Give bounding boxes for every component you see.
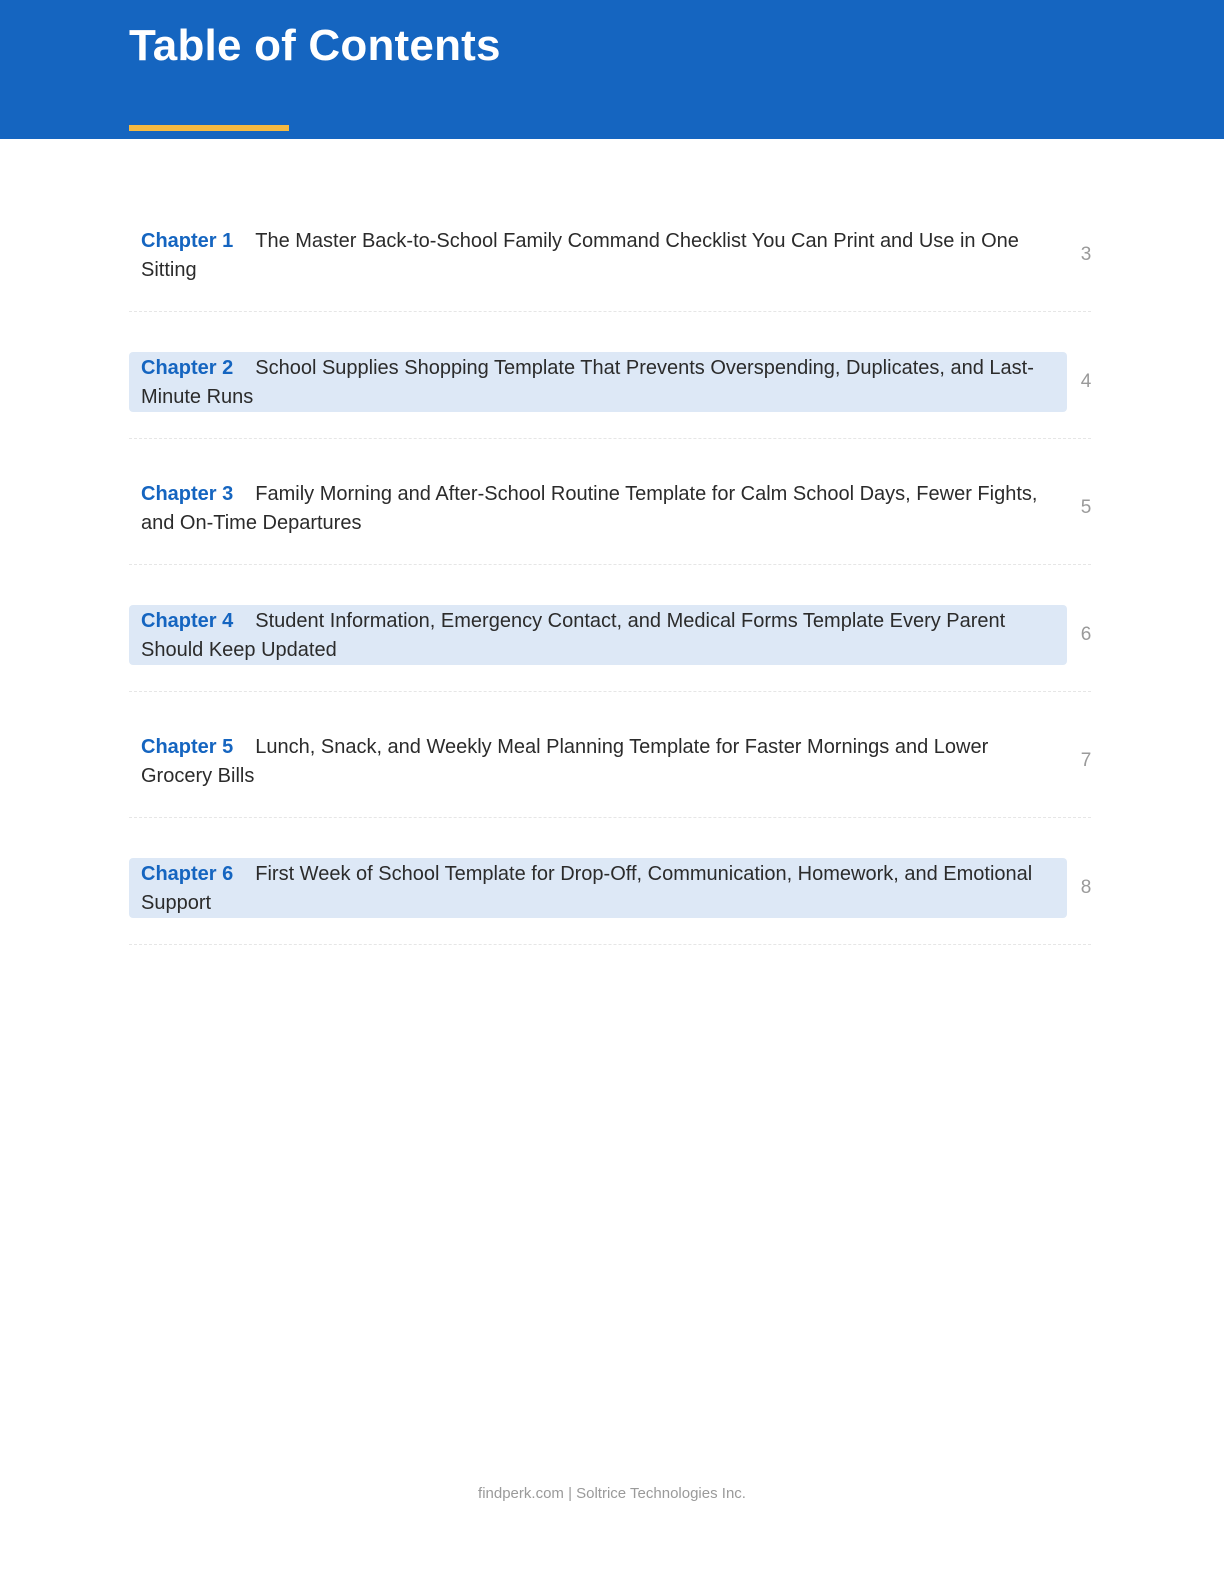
chapter-title: Family Morning and After-School Routine Template for Calm School Days, Fewer Fights, and On-Time Departures: [141, 483, 1038, 534]
toc-item-chapter-4[interactable]: [129, 605, 1097, 732]
toc-entry[interactable]: [129, 478, 1067, 538]
toc-item-chapter-6[interactable]: [129, 858, 1097, 985]
page-header: [0, 0, 1224, 139]
table-of-contents: [129, 225, 1097, 984]
toc-entry[interactable]: [129, 225, 1067, 285]
chapter-label: Chapter 1: [141, 230, 234, 252]
page-number: 4: [1080, 370, 1092, 392]
toc-item-chapter-1[interactable]: [129, 225, 1097, 352]
toc-item-chapter-5[interactable]: [129, 731, 1097, 858]
toc-entry[interactable]: [129, 731, 1067, 791]
toc-entry[interactable]: [129, 352, 1067, 412]
title-accent-bar: [129, 125, 289, 131]
chapter-title: School Supplies Shopping Template That Prevents Overspending, Duplicates, and Last-Minute Runs: [141, 356, 1034, 408]
page-number: 5: [1080, 497, 1092, 518]
toc-item-chapter-3[interactable]: [129, 478, 1097, 605]
chapter-title: First Week of School Template for Drop-Off, Communication, Homework, and Emotional Support: [141, 862, 1033, 914]
chapter-label: Chapter 3: [141, 483, 234, 505]
page-footer: findperk.com | Soltrice Technologies Inc.: [478, 1485, 746, 1502]
chapter-label: Chapter 4: [141, 609, 234, 632]
chapter-title: Lunch, Snack, and Weekly Meal Planning Template for Faster Mornings and Lower Grocery Bills: [141, 736, 989, 787]
chapter-title: Student Information, Emergency Contact, and Medical Forms Template Every Parent Should Keep Updated: [141, 609, 1006, 661]
page-number: 7: [1080, 750, 1092, 771]
chapter-title: The Master Back-to-School Family Command Checklist You Can Print and Use in One Sitting: [141, 230, 1019, 281]
page-number: 6: [1080, 623, 1092, 645]
page-number: 8: [1080, 876, 1092, 898]
toc-entry[interactable]: [129, 858, 1067, 918]
toc-item-chapter-2[interactable]: [129, 352, 1097, 479]
chapter-label: Chapter 5: [141, 736, 234, 758]
chapter-label: Chapter 2: [141, 356, 234, 379]
chapter-label: Chapter 6: [141, 862, 234, 885]
toc-entry[interactable]: [129, 605, 1067, 665]
page-title: Table of Contents: [129, 21, 501, 70]
page-number: 3: [1080, 244, 1092, 265]
